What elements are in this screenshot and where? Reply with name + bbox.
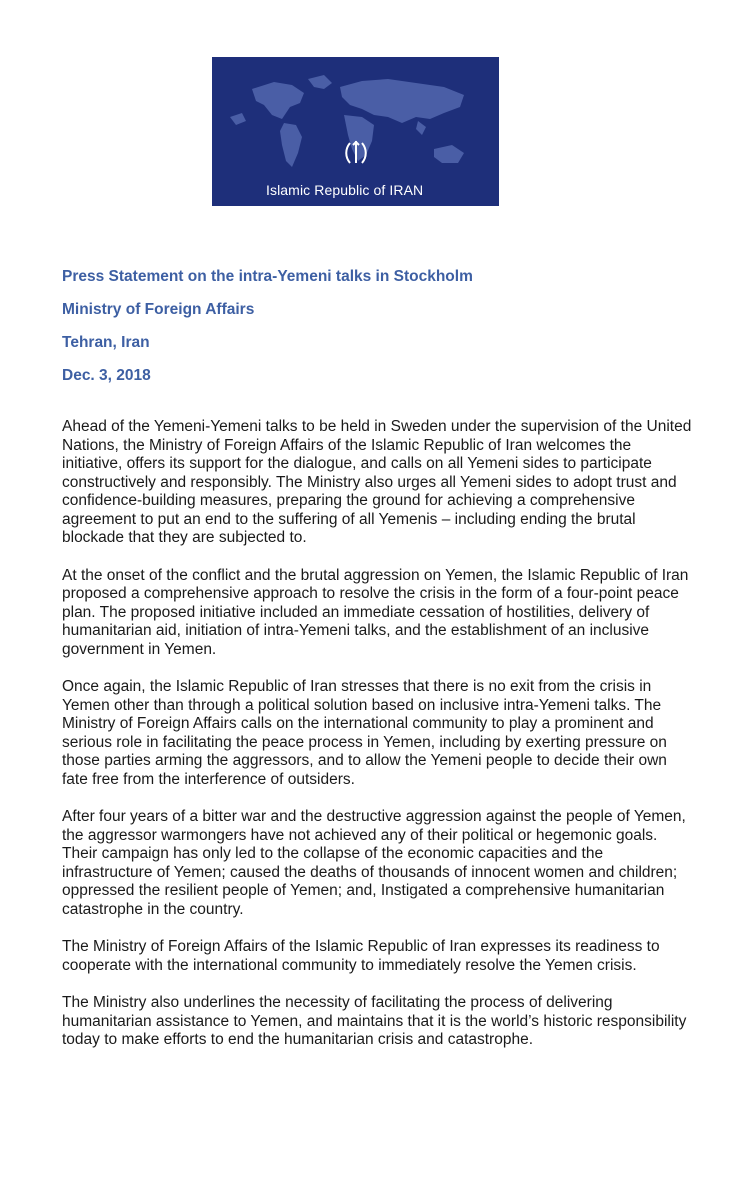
emblem-icon bbox=[344, 139, 368, 167]
statement-location: Tehran, Iran bbox=[62, 334, 150, 351]
paragraph: Ahead of the Yemeni-Yemeni talks to be held in Sweden under the supervision of the United Nations, the Ministry of Foreign Affairs of the Islamic Republic of Iran welcomes the initiative, offers its support for the dialogue, and calls on all Yemeni sides to participate constructively and responsibly. The Ministry also urges all Yemeni sides to adopt trust and confidence-building measures, preparing the ground for achieving a comprehensive agreement to put an end to the suffering of all Yemenis – including ending the brutal blockade that they are subjected to. bbox=[62, 418, 692, 546]
paragraph: The Ministry also underlines the necessity of facilitating the process of delivering humanitarian assistance to Yemen, and maintains that it is the world’s historic responsibility today to make efforts to end the humanitarian crisis and catastrophe. bbox=[62, 994, 687, 1048]
statement-issuer: Ministry of Foreign Affairs bbox=[62, 301, 255, 318]
statement-body bbox=[62, 418, 692, 1069]
paragraph: After four years of a bitter war and the destructive aggression against the people of Yemen, the aggressor warmongers have not achieved any of their political or hegemonic goals. Their campaign has only led to the collapse of the economic capacities and the infrastructure of Yemen; caused the deaths of thousands of innocent women and children; oppressed the resilient people of Yemen; and, Instigated a comprehensive humanitarian catastrophe in the country. bbox=[62, 808, 686, 918]
logo-ministry-text: Ministry of Foreign Affairs bbox=[241, 211, 456, 232]
ministry-logo bbox=[212, 57, 499, 232]
statement-date: Dec. 3, 2018 bbox=[62, 367, 151, 384]
paragraph: Once again, the Islamic Republic of Iran stresses that there is no exit from the crisis in Yemen other than through a political solution based on inclusive intra-Yemeni talks. The Ministry of Foreign Affairs calls on the international community to play a prominent and serious role in facilitating the peace process in Yemen, including by exerting pressure on those parties arming the aggressors, and to allow the Yemeni people to decide their own fate free from the interference of outsiders. bbox=[62, 678, 667, 788]
statement-header bbox=[62, 268, 473, 400]
logo-country-text: Islamic Republic of IRAN bbox=[266, 182, 424, 198]
paragraph: The Ministry of Foreign Affairs of the Islamic Republic of Iran expresses its readiness to cooperate with the international community to immediately resolve the Yemen crisis. bbox=[62, 938, 660, 974]
statement-title: Press Statement on the intra-Yemeni talks in Stockholm bbox=[62, 268, 473, 285]
paragraph: At the onset of the conflict and the brutal aggression on Yemen, the Islamic Republic of Iran proposed a comprehensive approach to resolve the crisis in the form of a four-point peace plan. The proposed initiative included an immediate cessation of hostilities, delivery of humanitarian aid, initiation of intra-Yemeni talks, and the establishment of an inclusive government in Yemen. bbox=[62, 566, 689, 658]
